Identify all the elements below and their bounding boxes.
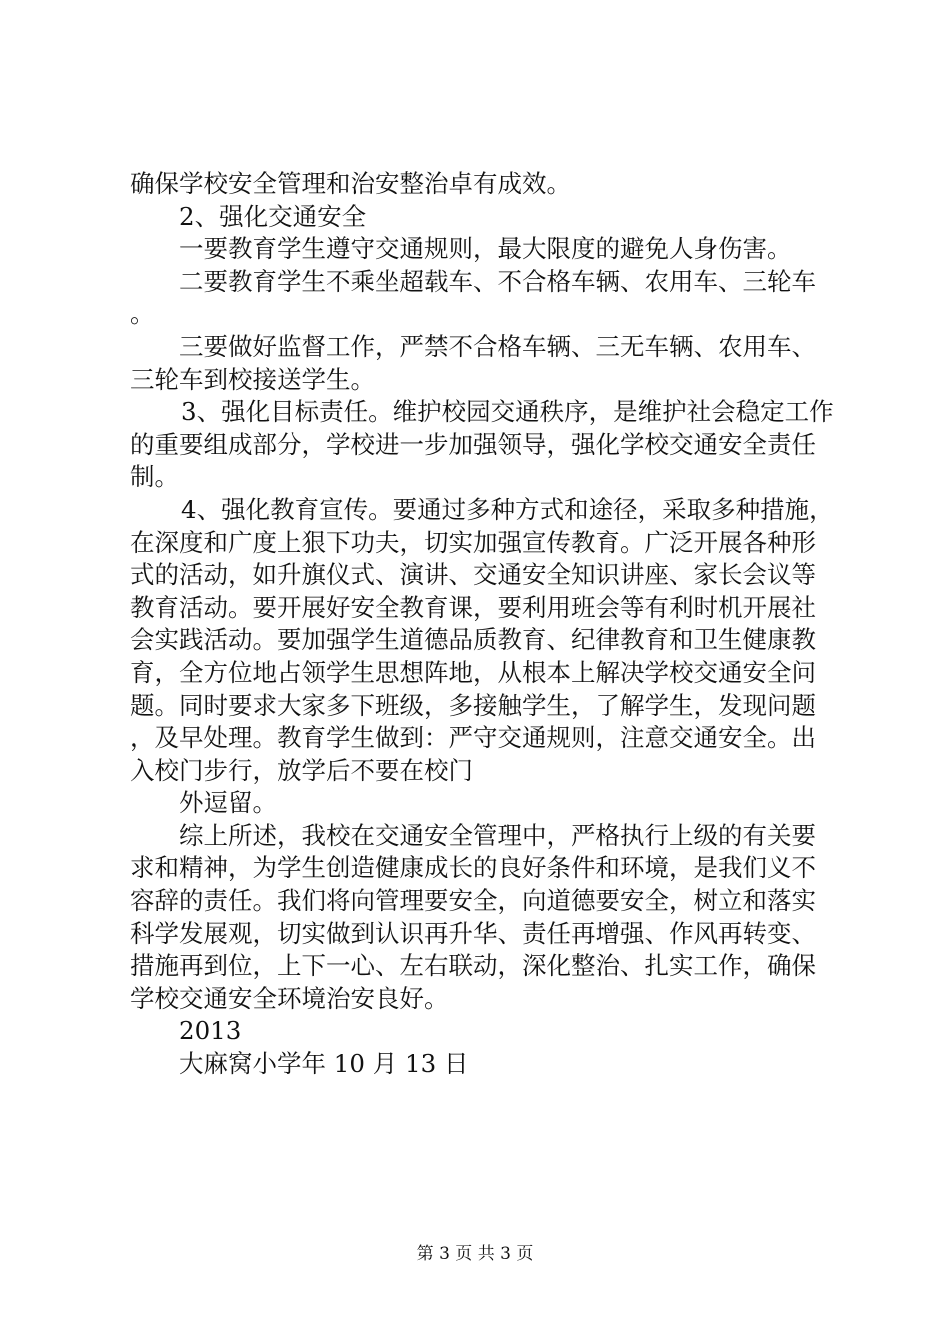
section-heading-traffic-safety: 2、强化交通安全 [179, 201, 367, 231]
paragraph-education-publicity: 4、强化教育宣传。要通过多种方式和途径，采取多种措施，在深度和广度上狠下功夫，切实加强宣传教育。广泛开展各种形式的活动，如升旗仪式、演讲、交通安全知识讲座、家长会议等教育活动。要开展好安全教育课，要利用班会等有利时机开展社会实践活动。要加强学生道德品质教育、纪律教育和卫生健康教育，全方位地占领学生思想阵地，从根本上解决学校交通安全问题。同时要求大家多下班级，多接触学生，了解学生，发现问题，及早处理。教育学生做到：严守交通规则，注意交通安全。出入校门步行，放学后不要在校门 [130, 494, 834, 785]
document-year: 2013 [179, 1016, 242, 1046]
paragraph-item-one: 一要教育学生遵守交通规则，最大限度的避免人身伤害。 [179, 234, 792, 264]
paragraph-target-responsibility: 3、强化目标责任。维护校园交通秩序，是维护社会稳定工作的重要组成部分，学校进一步加强领导，强化学校交通安全责任制。 [130, 397, 834, 492]
document-body [130, 168, 840, 1081]
paragraph-continuation: 确保学校安全管理和治安整治卓有成效。 [130, 169, 571, 198]
paragraph-summary: 综上所述，我校在交通安全管理中，严格执行上级的有关要求和精神，为学生创造健康成长的良好条件和环境，是我们义不容辞的责任。我们将向管理要安全，向道德要安全，树立和落实科学发展观，切实做到认识再升华、责任再增强、作风再转变、措施再到位，上下一心、左右联动，深化整治、扎实工作，确保学校交通安全环境治安良好。 [130, 820, 816, 1013]
page-footer: 第 3 页 共 3 页 [416, 1244, 534, 1264]
paragraph-item-three: 三要做好监督工作，严禁不合格车辆、三无车辆、农用车、三轮车到校接送学生。 [130, 331, 816, 394]
paragraph-item-two: 二要教育学生不乘坐超载车、不合格车辆、农用车、三轮车。 [130, 266, 816, 329]
paragraph-fragment: 外逗留。 [179, 788, 277, 818]
document-signature: 大麻窝小学年 10 月 13 日 [179, 1049, 469, 1079]
